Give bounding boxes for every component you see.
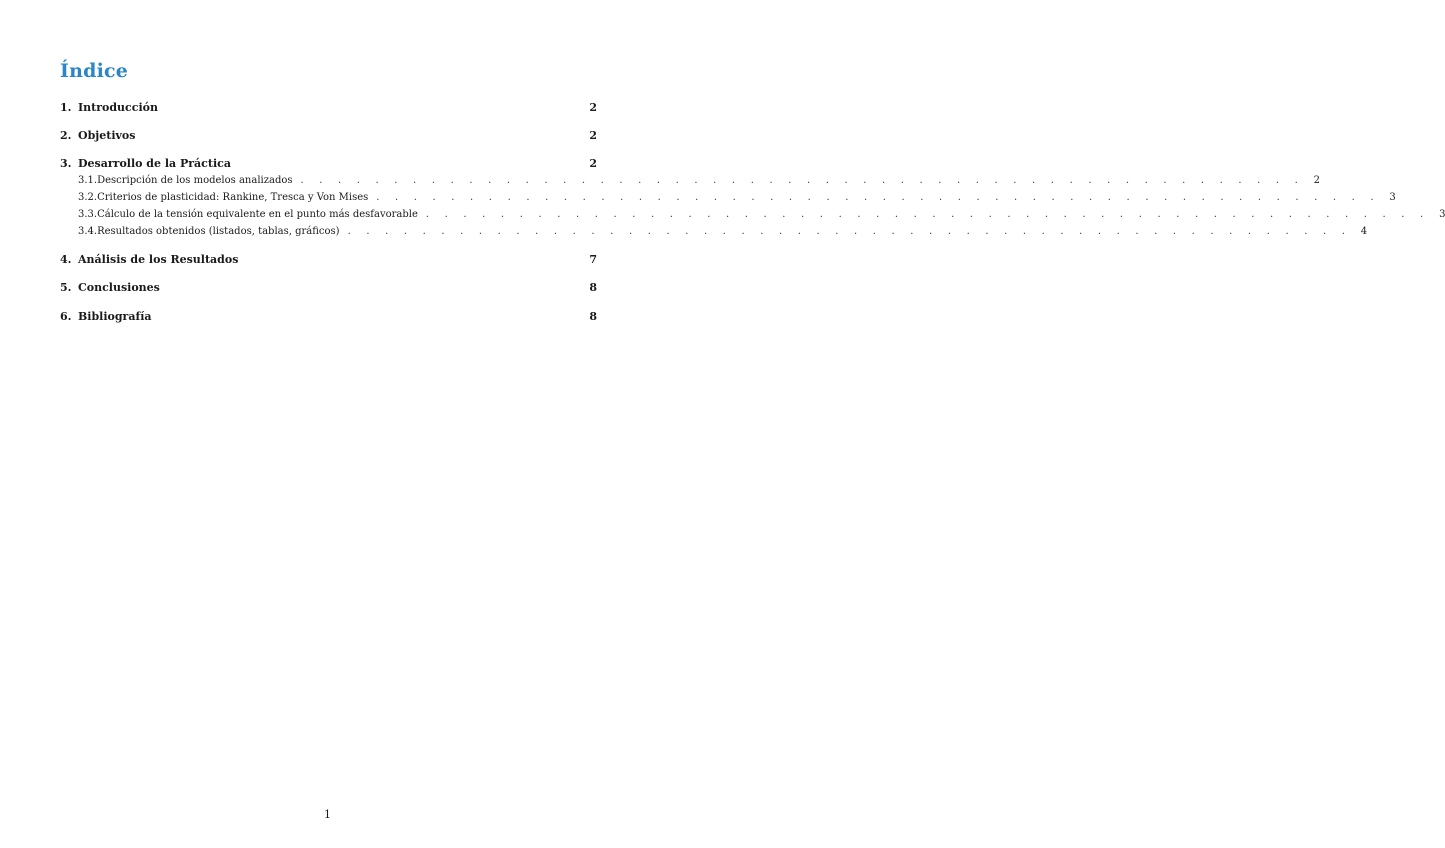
toc-entry-title: Cálculo de la tensión equivalente en el punto más desfavorable <box>97 209 418 220</box>
toc-entry-desarrollo[interactable] <box>60 157 597 170</box>
toc-entry-title: Criterios de plasticidad: Rankine, Tresca y Von Mises <box>97 192 369 203</box>
toc-entry-number: 3.1. <box>78 175 98 186</box>
toc-entry-descripcion-modelos[interactable] <box>60 175 1321 186</box>
toc-entry-title: Análisis de los Resultados <box>78 253 239 266</box>
dot-leader: . . . . . . . . . . . . . . . . . . . . . . . . . . . . . . . . . . . . . . . . . . . . . . . . . . . . . . <box>300 175 1305 186</box>
toc-entry-bibliografia[interactable] <box>60 310 597 323</box>
toc-entry-number: 3.3. <box>78 209 98 220</box>
toc-entry-page: 2 <box>1313 175 1321 186</box>
toc-entry-page: 2 <box>589 129 597 142</box>
toc-heading: Índice <box>60 60 129 82</box>
toc-entry-page: 2 <box>589 101 597 114</box>
toc-entry-page: 8 <box>589 281 597 294</box>
toc-entry-title: Conclusiones <box>78 281 160 294</box>
toc-entry-page: 2 <box>589 157 597 170</box>
toc-entry-resultados-obtenidos[interactable] <box>60 226 1368 237</box>
toc-entry-title: Desarrollo de la Práctica <box>78 157 231 170</box>
dot-leader: . . . . . . . . . . . . . . . . . . . . . . . . . . . . . . . . . . . . . . . . . . . . . . . . . . . . . . <box>425 209 1430 220</box>
toc-entry-number: 3.2. <box>78 192 98 203</box>
toc-entry-number: 2. <box>60 129 72 142</box>
toc-entry-page: 7 <box>589 253 597 266</box>
toc-entry-page: 4 <box>1360 226 1368 237</box>
dot-leader: . . . . . . . . . . . . . . . . . . . . . . . . . . . . . . . . . . . . . . . . . . . . . . . . . . . . . . <box>347 226 1352 237</box>
toc-entry-calculo-tension[interactable] <box>60 209 1445 220</box>
toc-entry-title: Descripción de los modelos analizados <box>97 175 293 186</box>
toc-entry-analisis-resultados[interactable] <box>60 253 597 266</box>
toc-entry-number: 3. <box>60 157 72 170</box>
toc-entry-number: 5. <box>60 281 72 294</box>
toc-entry-page: 3 <box>1389 192 1396 203</box>
toc-entry-title: Objetivos <box>78 129 136 142</box>
toc-entry-objetivos[interactable] <box>60 129 597 142</box>
toc-entry-number: 3.4. <box>78 226 98 237</box>
toc-entry-title: Introducción <box>78 101 158 114</box>
dot-leader: . . . . . . . . . . . . . . . . . . . . . . . . . . . . . . . . . . . . . . . . . . . . . . . . . . . . . . <box>376 192 1380 203</box>
toc-entry-number: 1. <box>60 101 72 114</box>
toc-entry-page: 3 <box>1439 209 1445 220</box>
toc-entry-title: Resultados obtenidos (listados, tablas, gráficos) <box>97 226 340 237</box>
toc-entry-number: 4. <box>60 253 72 266</box>
toc-entry-title: Bibliografía <box>78 310 152 323</box>
page-number: 1 <box>324 808 331 821</box>
toc-entry-criterios-plasticidad[interactable] <box>60 192 1396 203</box>
toc-entry-page: 8 <box>589 310 597 323</box>
toc-entry-introduccion[interactable] <box>60 101 597 114</box>
toc-entry-conclusiones[interactable] <box>60 281 597 294</box>
toc-entry-number: 6. <box>60 310 72 323</box>
